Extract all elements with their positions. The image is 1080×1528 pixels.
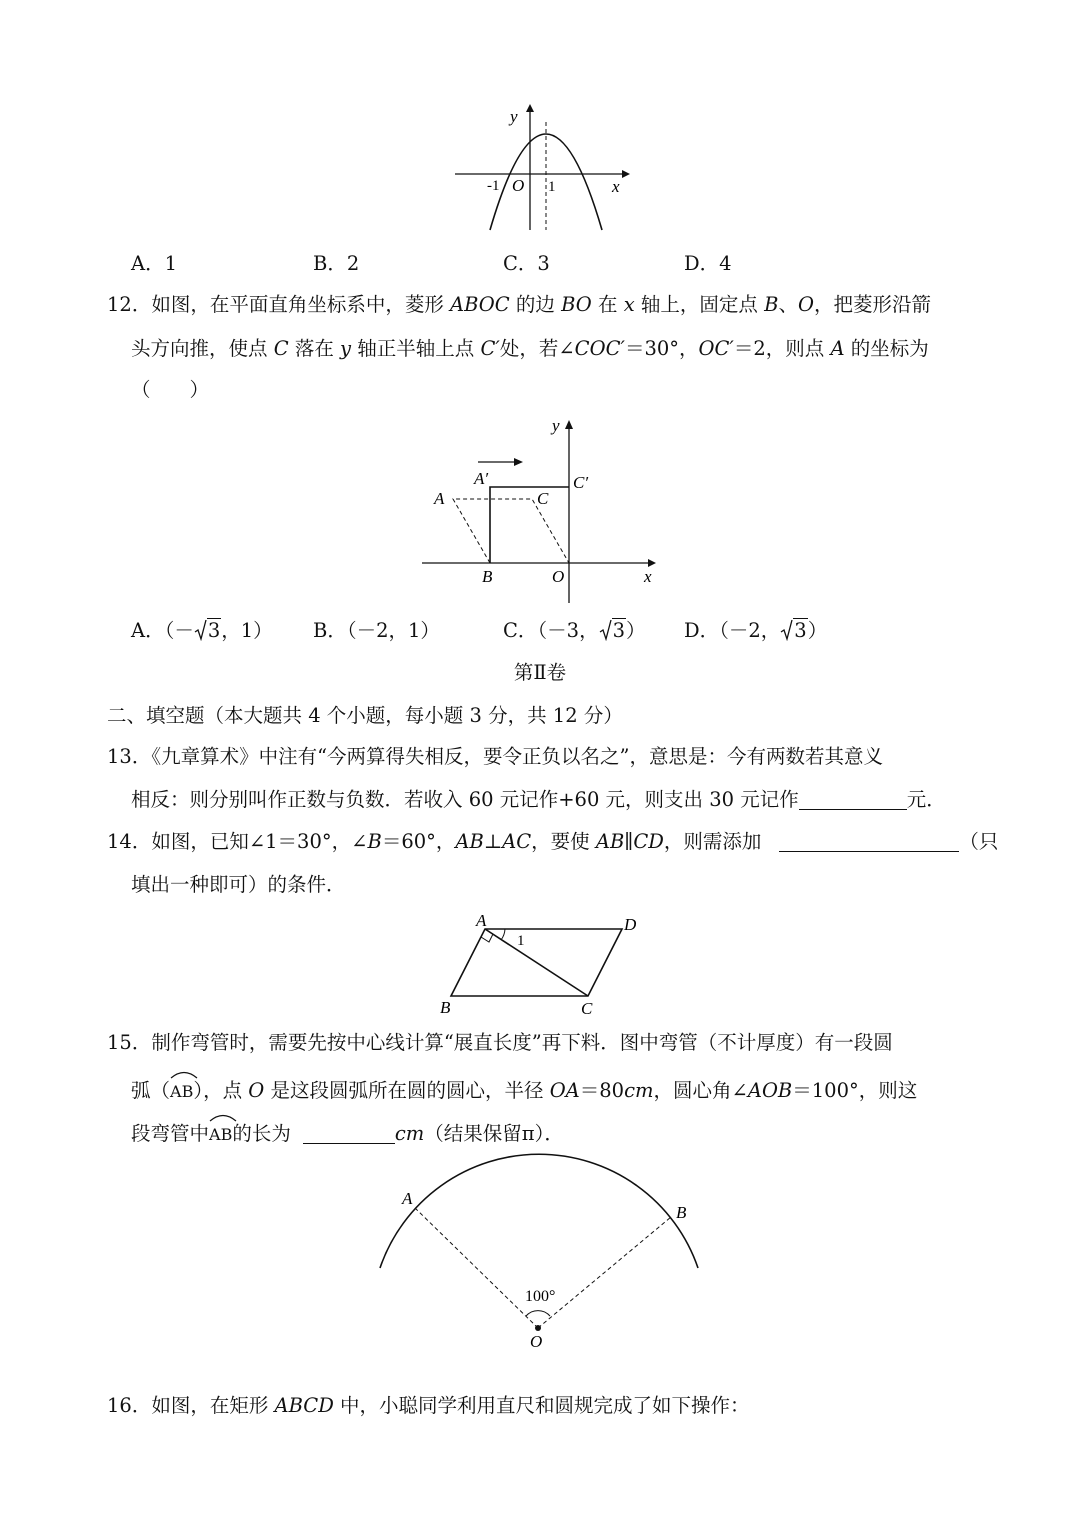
label-origin: O (512, 176, 525, 195)
label-y: y (552, 416, 560, 435)
label-a: A (476, 911, 487, 930)
label-c: C (581, 999, 593, 1018)
diagonal-ac (485, 929, 588, 996)
center-point-o (535, 1325, 541, 1331)
radius-ob (538, 1217, 671, 1328)
x-axis-arrow-icon (622, 170, 630, 178)
q12-option-d: D．（－2， 3） (684, 619, 828, 642)
label-b: B (676, 1203, 687, 1222)
q15-line2: 弧（ AB），点 O 是这段圆弧所在圆的圆心，半径 OA＝80cm，圆心角∠AOB＝100°，则这 (131, 1072, 917, 1106)
label-c-prime: C′ (573, 473, 589, 492)
x-axis-arrow-icon (648, 559, 656, 567)
label-c: C (537, 489, 549, 508)
arc-ab-curve (380, 1154, 698, 1268)
arc-ab-symbol-2: AB (209, 1115, 232, 1149)
label-angle-1: 1 (517, 933, 525, 949)
q14-line2: 填出一种即可）的条件． (131, 873, 346, 896)
figure-rhombus (420, 415, 665, 607)
q11-option-b: B．2 (313, 252, 360, 275)
figure-parallelogram (435, 908, 645, 1020)
label-a: A (402, 1189, 413, 1208)
label-b: B (482, 567, 493, 586)
q14-line1: 14．如图，已知∠1＝30°，∠B＝60°，AB⊥AC，要使 AB∥CD，则需添加 （只 (107, 830, 999, 853)
right-angle-mark (481, 934, 493, 942)
rhombus-dashed (453, 499, 569, 563)
q12-option-a: A．（－ 3，1） (131, 619, 273, 642)
label-y: y (510, 107, 518, 126)
label-x: x (644, 567, 652, 586)
arc-ab-symbol: AB (170, 1072, 193, 1106)
q12-line2: 头方向推，使点 C 落在 y 轴正半轴上点 C′处，若∠COC′＝30°，OC′＝2，则点 A 的坐标为 (131, 337, 929, 360)
rhombus-pushed (490, 487, 569, 563)
q15-line3: 段弯管中 AB的长为 cm（结果保留π）． (131, 1115, 564, 1149)
q15-line1: 15．制作弯管时，需要先按中心线计算“展直长度”再下料．图中弯管（不计厚度）有一段圆 (107, 1031, 893, 1054)
angle-1-arc (501, 929, 505, 940)
label-a-prime: A′ (474, 469, 489, 488)
label-o: O (552, 567, 565, 586)
figure-parabola (450, 100, 630, 235)
q13-line1: 13．《九章算术》中注有“今两算得失相反，要令正负以名之”，意思是：今有两数若其意义 (107, 745, 884, 768)
label-b: B (440, 998, 451, 1017)
q11-option-a: A．1 (131, 252, 177, 275)
label-angle-100: 100° (525, 1288, 556, 1305)
figure-arc (370, 1150, 710, 1355)
label-d: D (624, 915, 637, 934)
push-arrow-head-icon (514, 458, 523, 466)
radius-oa (415, 1208, 538, 1328)
section2-heading: 二、填空题（本大题共 4 个小题，每小题 3 分，共 12 分） (107, 704, 623, 727)
q12-option-b: B．（－2，1） (313, 619, 440, 642)
angle-aob-arc (526, 1311, 550, 1316)
q13-answer-blank[interactable] (799, 789, 907, 810)
label-a: A (434, 489, 445, 508)
label-neg1: -1 (487, 178, 500, 194)
q11-option-d: D．4 (684, 252, 732, 275)
y-axis-arrow-icon (526, 104, 534, 112)
q11-option-c: C．3 (503, 252, 550, 275)
label-one: 1 (548, 179, 556, 195)
label-x: x (612, 177, 620, 196)
volume-title: 第Ⅱ卷 (513, 661, 567, 684)
q14-answer-blank[interactable] (779, 831, 959, 852)
q15-answer-blank[interactable] (303, 1123, 395, 1144)
q12-line1: 12．如图，在平面直角坐标系中，菱形 ABOC 的边 BO 在 x 轴上，固定点 B、O，把菱形沿箭 (107, 293, 931, 316)
q12-line3-answer-bracket: （ ） (131, 378, 210, 401)
q13-line2: 相反：则分别叫作正数与负数．若收入 60 元记作+60 元，则支出 30 元记作 元． (131, 788, 946, 811)
y-axis-arrow-icon (565, 420, 573, 429)
q12-option-c: C．（－3， 3） (503, 619, 646, 642)
q16-line1: 16．如图，在矩形 ABCD 中，小聪同学利用直尺和圆规完成了如下操作： (107, 1394, 750, 1417)
label-o: O (530, 1332, 543, 1351)
